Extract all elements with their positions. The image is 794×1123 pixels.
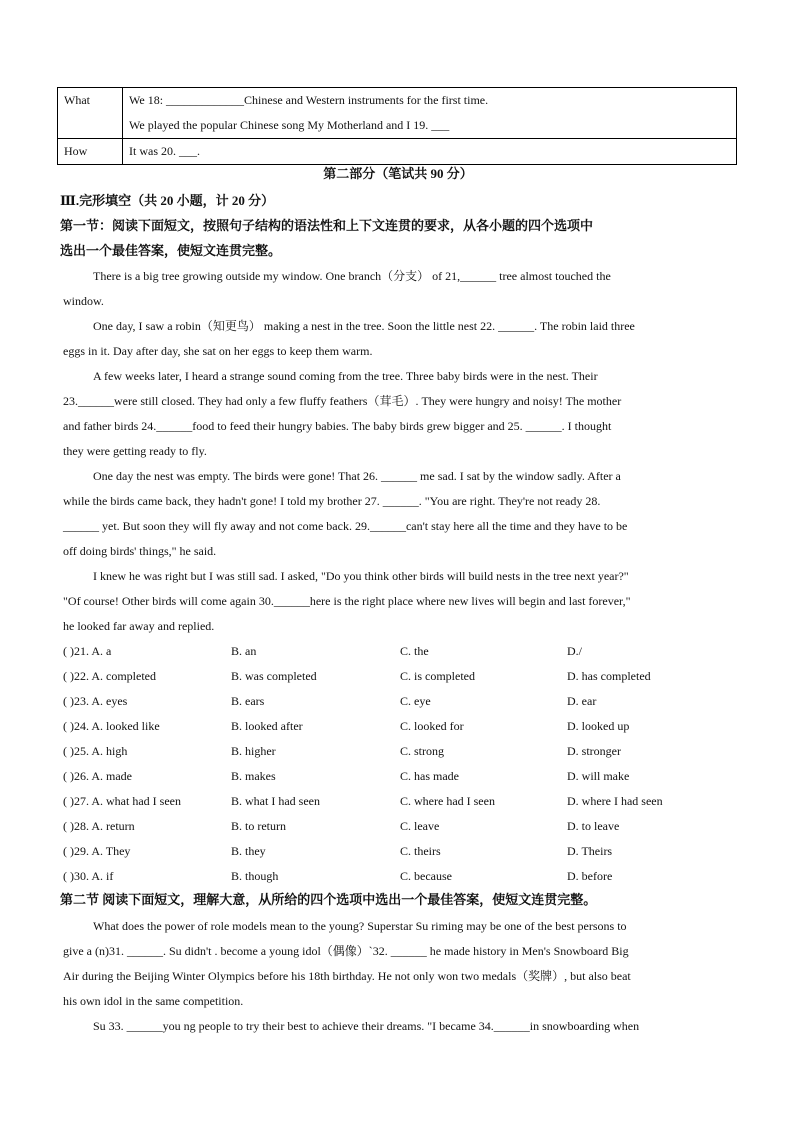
question-option-d[interactable]: D. will make	[567, 769, 630, 783]
passage-line: they were getting ready to fly.	[63, 444, 207, 458]
question-option-d[interactable]: D. looked up	[567, 719, 630, 733]
question-option-b[interactable]: B. ears	[231, 694, 265, 708]
activity-table	[57, 87, 737, 165]
question-option-d[interactable]: D. to leave	[567, 819, 620, 833]
question-option-b[interactable]: B. an	[231, 644, 257, 658]
passage-line: while the birds came back, they hadn't gone! I told my brother 27. ______. "You are right. They're not ready 28.	[63, 494, 601, 508]
question-option-d[interactable]: D. stronger	[567, 744, 621, 758]
passage-line: What does the power of role models mean to the young? Superstar Su riming may be one of the best persons to	[93, 919, 627, 933]
question-option-b[interactable]: B. higher	[231, 744, 276, 758]
passage-line: give a (n)31. ______. Su didn't . become a young idol（偶像）`32. ______ he made history in Men's Snowboard Big	[63, 944, 629, 958]
question-option-b[interactable]: B. to return	[231, 819, 286, 833]
question-option-c[interactable]: C. the	[400, 644, 429, 658]
passage-line: A few weeks later, I heard a strange sound coming from the tree. Three baby birds were in the nest. Their	[93, 369, 598, 383]
question-option-b[interactable]: B. what I had seen	[231, 794, 320, 808]
passage-line: his own idol in the same competition.	[63, 994, 244, 1008]
passage-line: "Of course! Other birds will come again 30.______here is the right place where new lives will begin and last forever,"	[63, 594, 631, 608]
question-option-a[interactable]: ( )21. A. a	[63, 644, 112, 658]
question-option-c[interactable]: C. has made	[400, 769, 459, 783]
question-option-c[interactable]: C. where had I seen	[400, 794, 495, 808]
question-option-a[interactable]: ( )23. A. eyes	[63, 694, 128, 708]
question-option-d[interactable]: D. before	[567, 869, 613, 883]
table-cell-label	[58, 139, 123, 165]
passage-line: One day the nest was empty. The birds were gone! That 26. ______ me sad. I sat by the window sadly. After a	[93, 469, 621, 483]
question-option-a[interactable]: ( )22. A. completed	[63, 669, 156, 683]
question-option-a[interactable]: ( )29. A. They	[63, 844, 131, 858]
question-option-b[interactable]: B. though	[231, 869, 279, 883]
passage-line: Su 33. ______you ng people to try their best to achieve their dreams. "I became 34.______in snowboarding when	[93, 1019, 640, 1033]
table-cell-content	[123, 139, 737, 165]
question-option-a[interactable]: ( )26. A. made	[63, 769, 132, 783]
table-row	[58, 88, 737, 139]
row-label-how: How	[64, 144, 88, 158]
instruction-line: 第一节：阅读下面短文，按照句子结构的语法性和上下文连贯的要求，从各小题的四个选项中	[60, 218, 594, 233]
question-option-c[interactable]: C. strong	[400, 744, 445, 758]
section-title: 第二部分（笔试共 90 分）	[323, 166, 473, 181]
question-option-c[interactable]: C. because	[400, 869, 452, 883]
question-option-c[interactable]: C. leave	[400, 819, 440, 833]
instruction-line: 选出一个最佳答案，使短文连贯完整。	[60, 243, 282, 258]
passage-line: ______ yet. But soon they will fly away and not come back. 29.______can't stay here all the time and they have to be	[63, 519, 628, 533]
question-option-a[interactable]: ( )28. A. return	[63, 819, 135, 833]
question-option-d[interactable]: D. ear	[567, 694, 597, 708]
question-option-a[interactable]: ( )30. A. if	[63, 869, 114, 883]
question-option-b[interactable]: B. makes	[231, 769, 276, 783]
question-option-c[interactable]: C. eye	[400, 694, 431, 708]
passage-line: One day, I saw a robin（知更鸟） making a nest in the tree. Soon the little nest 22. ______. The robin laid three	[93, 319, 635, 333]
question-option-a[interactable]: ( )24. A. looked like	[63, 719, 160, 733]
part-title: Ⅲ.完形填空（共 20 小题，计 20 分）	[60, 193, 275, 208]
question-option-d[interactable]: D. has completed	[567, 669, 651, 683]
question-option-d[interactable]: D./	[567, 644, 582, 658]
table-line: We played the popular Chinese song My Motherland and I 19. ___	[129, 118, 450, 132]
table-line: It was 20. ___.	[129, 144, 200, 158]
question-option-a[interactable]: ( )25. A. high	[63, 744, 128, 758]
question-option-d[interactable]: D. where I had seen	[567, 794, 663, 808]
passage-line: eggs in it. Day after day, she sat on her eggs to keep them warm.	[63, 344, 373, 358]
question-option-c[interactable]: C. theirs	[400, 844, 441, 858]
instruction-line: 第二节 阅读下面短文，理解大意，从所给的四个选项中选出一个最佳答案，使短文连贯完整。	[60, 892, 597, 907]
question-option-a[interactable]: ( )27. A. what had I seen	[63, 794, 181, 808]
table-cell-content	[123, 88, 737, 139]
question-option-b[interactable]: B. was completed	[231, 669, 317, 683]
table-cell-label	[58, 88, 123, 139]
passage-line: and father birds 24.______food to feed their hungry babies. The baby birds grew bigger and 25. ______. I thought	[63, 419, 612, 433]
table-line: We 18: _____________Chinese and Western instruments for the first time.	[129, 93, 489, 107]
question-option-b[interactable]: B. looked after	[231, 719, 303, 733]
passage-line: off doing birds' things," he said.	[63, 544, 217, 558]
question-option-b[interactable]: B. they	[231, 844, 266, 858]
question-option-c[interactable]: C. looked for	[400, 719, 464, 733]
passage-line: I knew he was right but I was still sad. I asked, "Do you think other birds will build nests in the tree next year?"	[93, 569, 629, 583]
question-option-d[interactable]: D. Theirs	[567, 844, 613, 858]
passage-line: window.	[63, 294, 104, 308]
passage-line: he looked far away and replied.	[63, 619, 215, 633]
row-label-what: What	[64, 93, 90, 107]
passage-line: Air during the Beijing Winter Olympics before his 18th birthday. He not only won two medals（奖牌）, but also beat	[63, 969, 631, 983]
table-row	[58, 139, 737, 165]
question-option-c[interactable]: C. is completed	[400, 669, 475, 683]
passage-line: There is a big tree growing outside my window. One branch（分支） of 21,______ tree almost touched the	[93, 269, 611, 283]
passage-line: 23.______were still closed. They had only a few fluffy feathers（茸毛）. They were hungry and noisy! The mother	[63, 394, 622, 408]
